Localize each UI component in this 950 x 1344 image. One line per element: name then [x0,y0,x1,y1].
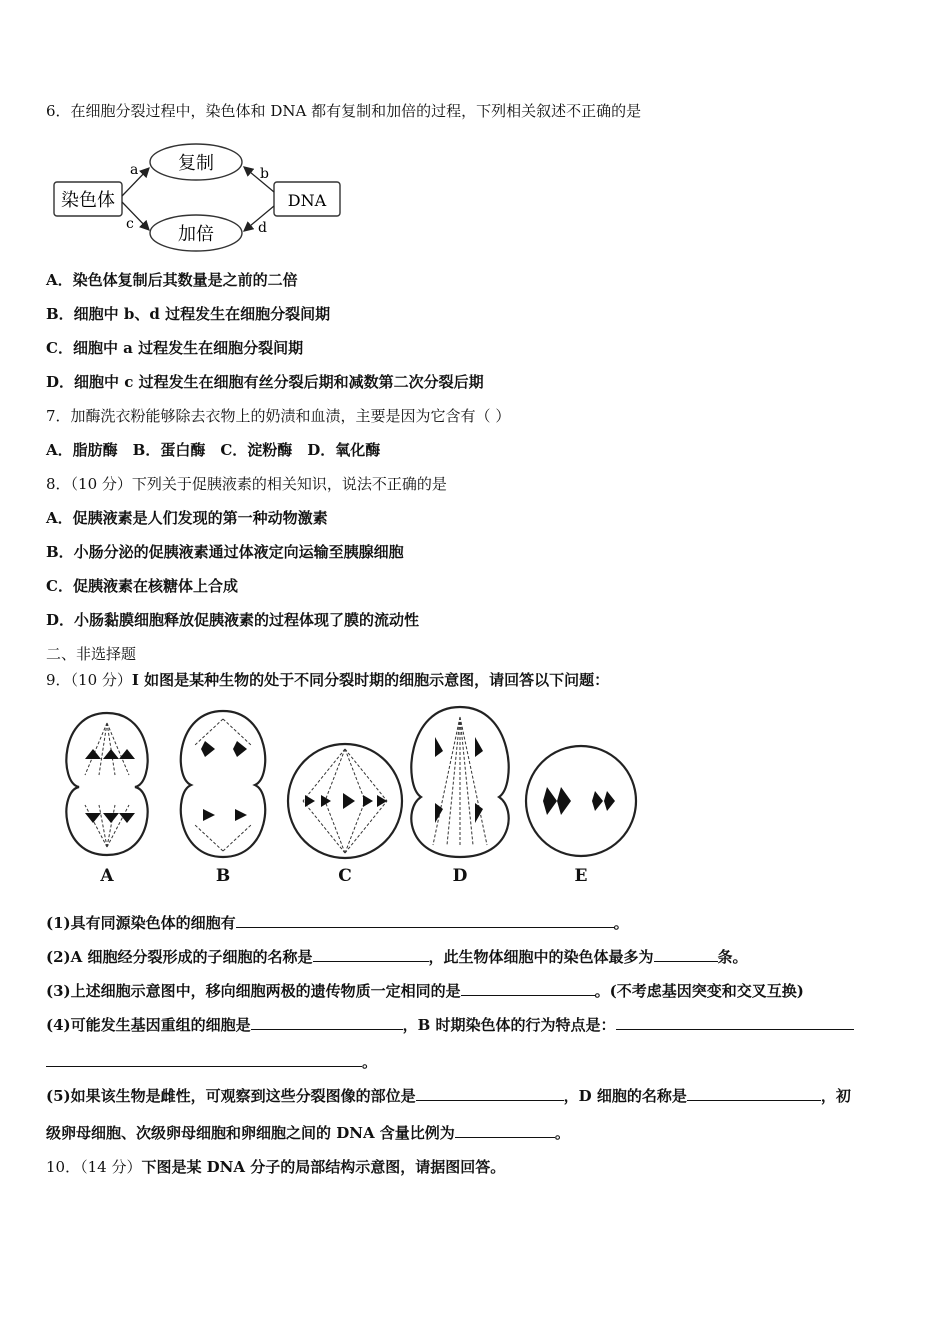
q6-stem: 6．在细胞分裂过程中，染色体和 DNA 都有复制和加倍的过程，下列相关叙述不正确的是 [46,102,642,120]
q8-option-a: A．促胰液素是人们发现的第一种动物激素 [46,509,328,527]
q9-part4 [46,1015,854,1035]
answer-blank-5b[interactable] [687,1086,821,1101]
cell-d-chromosomes [435,737,483,823]
dna-label: DNA [287,191,327,210]
cell-d-spindle [433,717,487,845]
q9-part4-mid: ，B 时期染色体的行为特点是： [402,1016,616,1034]
q9-part1-text: (1)具有同源染色体的细胞有 [46,914,236,932]
q9-part5-cont [46,1123,570,1143]
q9-part2-mid: ，此生物体细胞中的染色体最多为 [428,948,654,966]
q7-options: A．脂肪酶 B．蛋白酶 C．淀粉酶 D．氧化酶 [46,441,381,459]
q9-part5-mid2: ，初 [820,1087,851,1105]
q9-part3-end: 。(不考虑基因突变和交叉互换) [594,982,804,1000]
cell-label-c: C [338,866,352,886]
cell-c-chromosomes [305,793,387,809]
cell-division-figure [55,705,645,890]
arrow-c-label: c [126,216,134,232]
answer-blank-2a[interactable] [313,947,429,962]
answer-blank-5c[interactable] [455,1123,555,1138]
q9-part5-mid: ，D 细胞的名称是 [563,1087,687,1105]
q9-part4-end: 。 [362,1053,378,1071]
q9-stem [46,670,609,690]
cell-b-spindle [195,719,251,851]
cell-a-chromosomes [85,749,135,823]
q9-part1-end: 。 [613,914,629,932]
q10-stem [46,1157,505,1177]
q6-option-c: C．细胞中 a 过程发生在细胞分裂间期 [46,339,304,357]
q9-stem-main: I 如图是某种生物的处于不同分裂时期的细胞示意图，请回答以下问题： [131,671,610,689]
cell-label-b: B [215,866,231,886]
q9-part2-end: 条。 [717,948,748,966]
q9-part3-text: (3)上述细胞示意图中，移向细胞两极的遗传物质一定相同的是 [46,982,461,1000]
cell-b-membrane [181,711,265,857]
q6-option-b: B．细胞中 b、d 过程发生在细胞分裂间期 [46,305,331,323]
answer-blank-4c[interactable] [46,1052,362,1067]
q9-part1 [46,913,629,933]
doubling-label: 加倍 [178,224,214,245]
q8-option-c: C．促胰液素在核糖体上合成 [46,577,238,595]
q8-option-d: D．小肠黏膜细胞释放促胰液素的过程体现了膜的流动性 [46,611,420,629]
cell-a-spindle [85,723,129,847]
answer-blank-3[interactable] [461,981,595,996]
section-title: 二、非选择题 [46,645,137,663]
replication-label: 复制 [178,153,214,174]
answer-blank-1[interactable] [236,913,614,928]
q9-part4-text: (4)可能发生基因重组的细胞是 [46,1016,251,1034]
cell-label-e: E [574,866,588,886]
cell-e-chromosomes [543,787,615,815]
q9-part2 [46,947,748,967]
cell-a-membrane [66,713,147,855]
q8-option-b: B．小肠分泌的促胰液素通过体液定向运输至胰腺细胞 [46,543,404,561]
arrow-a-label: a [130,162,139,178]
answer-blank-4a[interactable] [251,1015,403,1030]
arrow-d-label: d [258,220,267,236]
q9-part3 [46,981,804,1001]
q10-stem-main: 下图是某 DNA 分子的局部结构示意图，请据图回答。 [141,1158,506,1176]
q9-part5-text: (5)如果该生物是雌性，可观察到这些分裂图像的部位是 [46,1087,416,1105]
q9-stem-prefix: 9．（10 分） [46,671,132,689]
answer-blank-2b[interactable] [654,947,718,962]
cell-b-chromosomes [201,741,247,821]
q9-part5 [46,1086,851,1106]
q8-stem: 8．（10 分）下列关于促胰液素的相关知识，说法不正确的是 [46,475,447,493]
answer-blank-5a[interactable] [416,1086,564,1101]
q6-diagram [50,140,350,255]
chromosome-label: 染色体 [61,190,115,211]
q9-part2-text: (2)A 细胞经分裂形成的子细胞的名称是 [46,948,313,966]
q6-option-a: A．染色体复制后其数量是之前的二倍 [46,271,298,289]
q10-stem-prefix: 10．（14 分） [46,1158,142,1176]
q7-stem: 7．加酶洗衣粉能够除去衣物上的奶渍和血渍，主要是因为它含有（ ） [46,407,511,425]
q6-option-d: D．细胞中 c 过程发生在细胞有丝分裂后期和减数第二次分裂后期 [46,373,484,391]
cell-label-d: D [452,866,468,886]
answer-blank-4b[interactable] [616,1015,854,1030]
arrow-b-label: b [260,166,269,182]
q9-part4-cont [46,1052,377,1072]
cell-e-membrane [526,746,636,856]
q9-part5-end: 。 [554,1124,570,1142]
arrow-b [244,167,274,192]
q9-part5-text2: 级卵母细胞、次级卵母细胞和卵细胞之间的 DNA 含量比例为 [46,1124,455,1142]
cell-label-a: A [100,866,114,886]
